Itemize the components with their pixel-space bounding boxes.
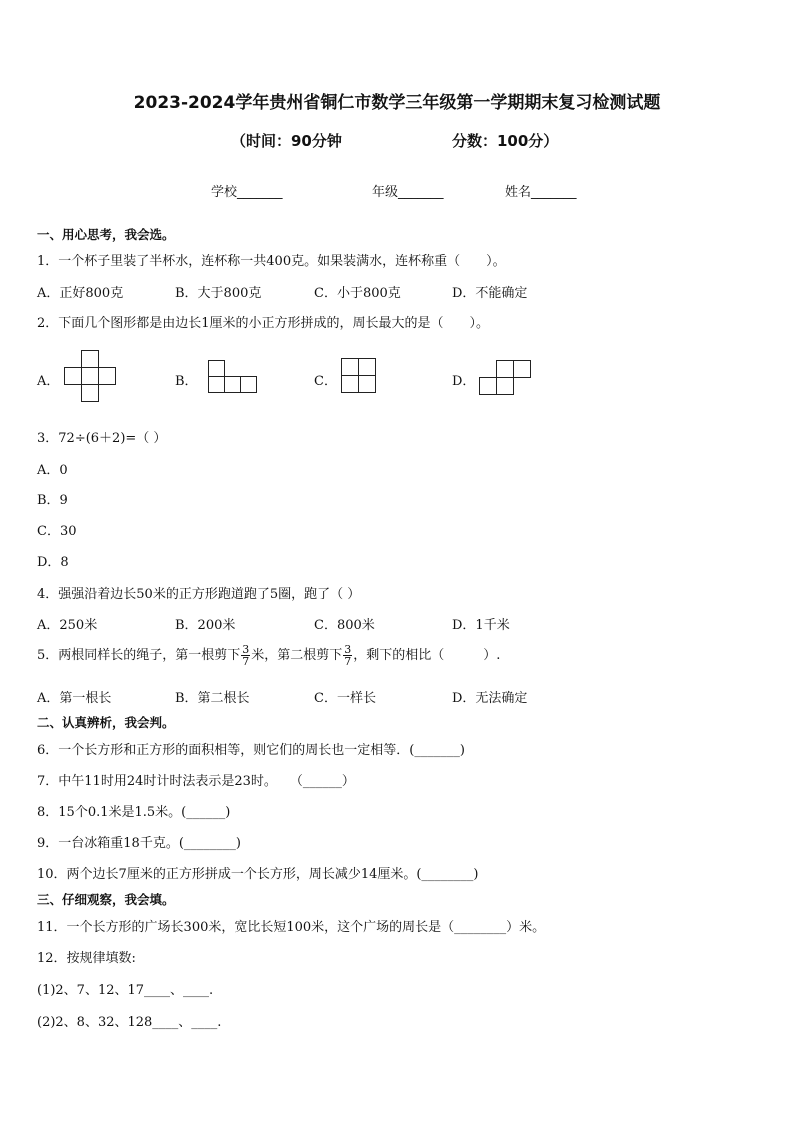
q2-option-a: A． xyxy=(37,374,60,389)
q5-option-b: B．第二根长 xyxy=(175,691,250,706)
question-10: 10．两个边长7厘米的正方形拼成一个长方形，周长减少14厘米。(________) xyxy=(37,867,479,882)
cross-shape-figure xyxy=(63,350,119,406)
question-5 xyxy=(37,644,500,667)
q12-line-1: (1)2、7、12、17____、____. xyxy=(37,983,214,998)
q3-option-b: B．9 xyxy=(37,493,68,508)
q5-option-a: A．第一根长 xyxy=(37,691,112,706)
question-1: 1．一个杯子里装了半杯水，连杯称一共400克。如果装满水，连杯称重（ ）。 xyxy=(37,254,506,269)
page-title: 2023-2024学年贵州省铜仁市数学三年级第一学期期末复习检测试题 xyxy=(133,93,661,113)
question-11: 11．一个长方形的广场长300米，宽比长短100米，这个广场的周长是（________）米。 xyxy=(37,920,546,935)
question-4: 4．强强沿着边长50米的正方形跑道跑了5圈，跑了（ ） xyxy=(37,587,361,602)
q5-text-part2: 米，第二根剪下 xyxy=(251,648,343,663)
q4-option-b: B．200米 xyxy=(175,618,236,633)
grade-field: 年级_______ xyxy=(372,185,444,200)
q2-option-c: C． xyxy=(314,374,337,389)
q3-option-a: A．0 xyxy=(37,463,68,478)
fraction: $\frac{3}{7}$ xyxy=(344,643,352,668)
q2-option-b: B． xyxy=(175,374,198,389)
exam-time: （时间：90分钟 xyxy=(231,132,342,150)
q1-option-c: C．小于800克 xyxy=(314,286,401,301)
section-heading: 三、仔细观察，我会填。 xyxy=(37,892,175,907)
stair-shape-figure xyxy=(478,360,534,398)
q4-option-c: C．800米 xyxy=(314,618,375,633)
q2-option-d: D． xyxy=(452,374,476,389)
question-7: 7．中午11时用24时计时法表示是23时。 （______） xyxy=(37,774,355,789)
question-12: 12．按规律填数: xyxy=(37,951,136,966)
school-field: 学校_______ xyxy=(211,185,283,200)
q1-option-b: B．大于800克 xyxy=(175,286,262,301)
q3-option-c: C．30 xyxy=(37,524,77,539)
section-heading: 二、认真辨析，我会判。 xyxy=(37,715,175,730)
square-shape-figure xyxy=(340,357,378,395)
q1-option-d: D．不能确定 xyxy=(452,286,528,301)
q5-option-c: C．一样长 xyxy=(314,691,376,706)
q1-option-a: A．正好800克 xyxy=(37,286,124,301)
question-8: 8．15个0.1米是1.5米。(______) xyxy=(37,805,231,820)
exam-score: 分数：100分） xyxy=(452,132,559,150)
name-field: 姓名_______ xyxy=(505,185,577,200)
question-2: 2．下面几个图形都是由边长1厘米的小正方形拼成的，周长最大的是（ ）。 xyxy=(37,316,490,331)
question-9: 9．一台冰箱重18千克。(________) xyxy=(37,836,241,851)
q12-line-2: (2)2、8、32、128____、____. xyxy=(37,1015,222,1030)
q5-text-part3: ，剩下的相比（ ）. xyxy=(353,648,501,663)
question-6: 6．一个长方形和正方形的面积相等，则它们的周长也一定相等．(_______) xyxy=(37,743,465,758)
section-heading: 一、用心思考，我会选。 xyxy=(37,227,175,242)
l-shape-figure xyxy=(207,360,259,396)
q4-option-d: D．1千米 xyxy=(452,618,510,633)
q4-option-a: A．250米 xyxy=(37,618,98,633)
fraction: $\frac{3}{7}$ xyxy=(242,643,250,668)
question-3: 3．72÷(6＋2)=（ ） xyxy=(37,431,167,446)
q3-option-d: D．8 xyxy=(37,555,69,570)
q5-text-part1: 5．两根同样长的绳子，第一根剪下 xyxy=(37,648,241,663)
q5-option-d: D．无法确定 xyxy=(452,691,528,706)
